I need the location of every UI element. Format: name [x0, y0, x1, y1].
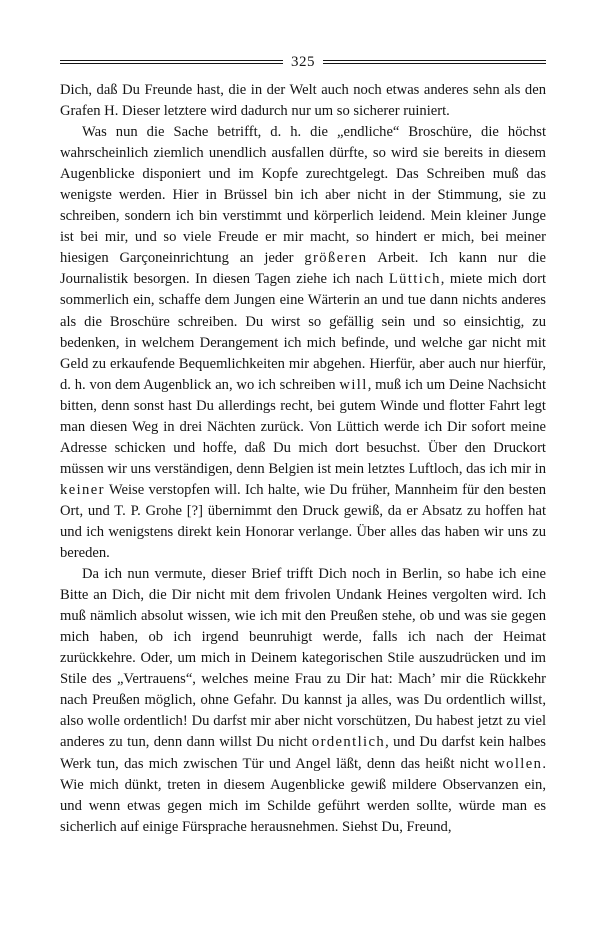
- spaced-emphasis-text: wollen: [494, 755, 543, 772]
- paragraph-1: [60, 80, 546, 122]
- paragraph-3: [60, 564, 546, 838]
- header-rule-right: [323, 60, 546, 64]
- spaced-emphasis-text: Lüttich: [388, 271, 441, 288]
- text-run: Da ich nun vermute, dieser Brief trifft Dich noch in Berlin, so habe ich eine Bitte an Dich, die Dir nicht mit dem frivolen Undank Heines vergolten wird. Ich muß nämlich absolut wissen, wie ich mit den Preußen stehe, ob und was sie gegen mich haben, ob ich irgend beunruhigt werde, falls ich nach der Heimat zurückkehre. Oder, um mich in Deinem kategorischen Stile auszudrücken und im Stile des „Vertrauens“, welches meine Frau zu Dir hat: Mach’ mir die Rückkehr nach Preußen möglich, ohne Gefahr. Du kannst ja alles, was Du ordentlich willst, also wolle ordentlich! Du darfst mir aber nicht vorschützen, Du habest jetzt zu viel anderes zu tun, denn dann willst Du nicht: [60, 566, 546, 751]
- text-run: Arbeit. Ich kann nur die Journalistik besorgen. In diesen Tagen ziehe ich nach: [60, 250, 546, 288]
- text-run: Was nun die Sache betrifft, d. h. die „endliche“ Broschüre, die höchst wahrscheinlich ziemlich unendlich ausfallen dürfte, so wird sie bereits in diesem Augenblicke disponiert und im Kopfe zurechtgelegt. Das Schreiben muß das wenigste werden. Hier in Brüssel bin ich aber nicht in der Stimmung, sie zu schreiben, sondern ich bin verstimmt und körperlich leidend. Mein kleiner Junge ist bei mir, und so viele Freude er mir macht, so hindert er mich, bei meiner hiesigen Garçoneinrichtung an jeder: [60, 124, 546, 267]
- text-run: Weise verstopfen will. Ich halte, wie Du früher, Mannheim für den besten Ort, und T. P. Grohe [?] übernimmt den Druck gewiß, da er Absatz zu hoffen hat und ich wenigstens direkt kein Honorar verlange. Über alles das haben wir uns zu bereden.: [60, 481, 546, 562]
- text-run: , miete mich dort sommerlich ein, schaffe dem Jungen eine Wärterin an und tue dann nichts anderes als die Broschüre schreiben. Du wirst so gefällig sein und so einsichtig, zu bedenken, in welchem Derangement ich mich befinde, und welche gar nicht mit Geld zu erkaufende Bequemlichkeiten mir abgehen. Hierfür, aber auch nur hierfür, d. h. von dem Augenblick an, wo ich schreiben: [60, 271, 547, 393]
- spaced-emphasis-text: will: [339, 376, 368, 393]
- text-run: . Wie mich dünkt, treten in diesem Augenblicke gewiß mildere Observanzen ein, und wenn etwas gegen mich im Schilde geführt werden sollte, würde man es sicherlich auf einige Fürsprache herausnehmen. Siehst Du, Freund,: [60, 755, 546, 835]
- page-header: [60, 52, 546, 72]
- text-run: , muß ich um Deine Nachsicht bitten, denn sonst hast Du allerdings recht, bei gutem Winde und flotter Fahrt legt man diesen Weg in drei Nächten zurück. Von Lüttich werde ich Dir sofort meine Adresse schicken und hoffe, daß Du mich dort besuchst. Über den Druckort müssen wir uns verständigen, denn Belgien ist mein letztes Luftloch, das ich mir in: [60, 376, 546, 477]
- header-rule-left: [60, 60, 283, 64]
- paragraph-2: [60, 122, 546, 564]
- text-run: Dich, daß Du Freunde hast, die in der Welt auch noch etwas anderes sehn als den Grafen H. Dieser letztere wird dadurch nur um so sicherer ruiniert.: [60, 82, 546, 120]
- spaced-emphasis-text: größeren: [304, 250, 368, 267]
- spaced-emphasis-text: keiner: [60, 481, 105, 498]
- body-text: [60, 80, 546, 838]
- spaced-emphasis-text: ordentlich: [311, 734, 386, 751]
- text-run: , und Du darfst kein halbes Werk tun, das mich zwischen Tür und Angel läßt, denn das heißt nicht: [60, 734, 546, 772]
- page-number: 325: [291, 54, 315, 70]
